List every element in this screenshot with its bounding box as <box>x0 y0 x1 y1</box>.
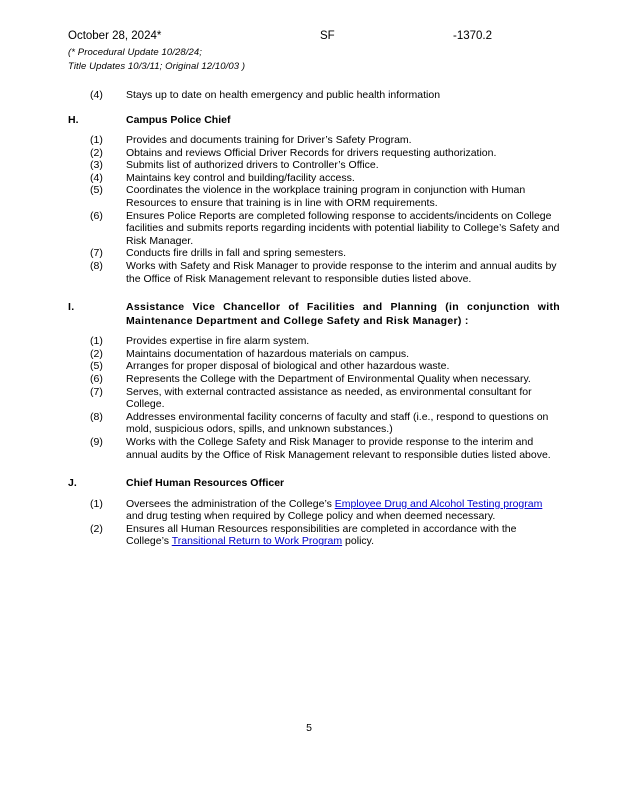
list-item <box>68 386 560 411</box>
header-note-line-1: (* Procedural Update 10/28/24; <box>68 47 202 58</box>
list-item <box>68 159 560 172</box>
list-item-text-pre: Ensures all Human Resources responsibilities are completed in accordance with the College’s <box>126 522 517 548</box>
list-item-text: Ensures Police Reports are completed following response to accidents/incidents on College facilities and submits reports regarding incidents with potential liability to College’s Safety and Risk Manager. <box>126 209 560 247</box>
list-item-text: Addresses environmental facility concerns of faculty and staff (i.e., respond to questions on mold, suspicious odors, spills, and unknown substances.) <box>126 410 549 436</box>
list-item-marker: (6) <box>90 209 103 222</box>
list-item-marker: (2) <box>90 146 103 159</box>
list-item-marker: (7) <box>90 385 103 398</box>
section-title: Campus Police Chief <box>126 113 231 126</box>
list-item-text: Serves, with external contracted assistance as needed, as environmental consultant for College. <box>126 385 532 411</box>
section-heading-j <box>68 477 560 491</box>
list-item <box>68 210 560 248</box>
section-title: Assistance Vice Chancellor of Facilities and Planning (in conjunction with Maintenance Department and College Safety and Risk Manager) : <box>126 301 560 327</box>
list-item-text-post: policy. <box>342 535 375 548</box>
list-item-text: Represents the College with the Department of Environmental Quality when necessary. <box>126 373 531 385</box>
list-item <box>68 360 560 373</box>
list-item-marker: (6) <box>90 373 103 385</box>
list-item-text: Works with the College Safety and Risk Manager to provide response to the interim and annual audits by the Office of Risk Management relevant to responsible duties listed above. <box>126 435 551 461</box>
list-item <box>68 335 560 348</box>
list-item <box>68 147 560 160</box>
list-item-text: Provides and documents training for Driver’s Safety Program. <box>126 134 412 147</box>
list-item-marker: (1) <box>90 497 103 510</box>
document-header <box>68 30 560 45</box>
list-item-text: Arranges for proper disposal of biological and other hazardous waste. <box>126 360 450 373</box>
list-item <box>68 498 560 523</box>
list-item-marker: (1) <box>90 134 103 147</box>
list-item-text-pre: Oversees the administration of the College’s <box>126 497 335 510</box>
list-item <box>68 184 560 209</box>
list-item <box>68 247 560 260</box>
list-item-marker: (9) <box>90 435 103 448</box>
list-item-text: Submits list of authorized drivers to Controller’s Office. <box>126 159 379 172</box>
list-item-marker: (2) <box>90 347 103 360</box>
list-item-marker: (2) <box>90 522 103 535</box>
list-item-text: Obtains and reviews Official Driver Records for drivers requesting authorization. <box>126 146 497 159</box>
section-heading-h <box>68 114 560 128</box>
section-marker: H. <box>68 113 79 126</box>
list-item <box>68 436 560 461</box>
header-center-label: SF <box>320 30 335 42</box>
list-item-text: Stays up to date on health emergency and public health information <box>126 89 441 101</box>
section-title: Chief Human Resources Officer <box>126 477 285 490</box>
list-item-marker: (5) <box>90 184 103 197</box>
list-item-text: Maintains documentation of hazardous materials on campus. <box>126 347 410 360</box>
header-policy-number: -1370.2 <box>453 30 493 42</box>
list-item-text: Maintains key control and building/facility access. <box>126 171 355 184</box>
list-item-text: Coordinates the violence in the workplace training program in conjunction with Human Resources to ensure that training is in line with ORM requirements. <box>126 184 526 210</box>
transitional-return-to-work-program-link[interactable]: Transitional Return to Work Program <box>171 535 343 548</box>
list-item <box>68 89 560 102</box>
list-item-text-post: and drug testing when required by College policy and when deemed necessary. <box>126 510 496 523</box>
list-item <box>68 523 560 548</box>
list-item-marker: (4) <box>90 171 103 184</box>
list-item <box>68 373 560 386</box>
section-heading-i <box>68 301 560 328</box>
list-item-marker: (4) <box>90 89 103 101</box>
list-item-text: Provides expertise in fire alarm system. <box>126 335 310 348</box>
section-marker: I. <box>68 301 75 314</box>
list-item-marker: (8) <box>90 260 103 273</box>
employee-drug-and-alcohol-testing-link[interactable]: Employee Drug and Alcohol Testing program <box>334 497 543 510</box>
header-note-line-2: Title Updates 10/3/11; Original 12/10/03 ) <box>68 61 246 72</box>
list-item <box>68 348 560 361</box>
section-marker: J. <box>68 477 77 490</box>
list-item <box>68 134 560 147</box>
page-number: 5 <box>306 722 312 734</box>
document-content <box>68 30 560 548</box>
list-item-marker: (7) <box>90 247 103 260</box>
list-item-text: Conducts fire drills in fall and spring semesters. <box>126 247 347 260</box>
list-item <box>68 172 560 185</box>
list-item <box>68 411 560 436</box>
list-item-marker: (8) <box>90 410 103 423</box>
header-date: October 28, 2024* <box>68 30 162 42</box>
list-item-text: Works with Safety and Risk Manager to provide response to the interim and annual audits by the Office of Risk Management relevant to responsible duties listed above. <box>126 260 557 285</box>
list-item-marker: (1) <box>90 335 103 348</box>
list-item-marker: (5) <box>90 360 103 373</box>
list-item-marker: (3) <box>90 159 103 172</box>
list-item <box>68 260 560 285</box>
